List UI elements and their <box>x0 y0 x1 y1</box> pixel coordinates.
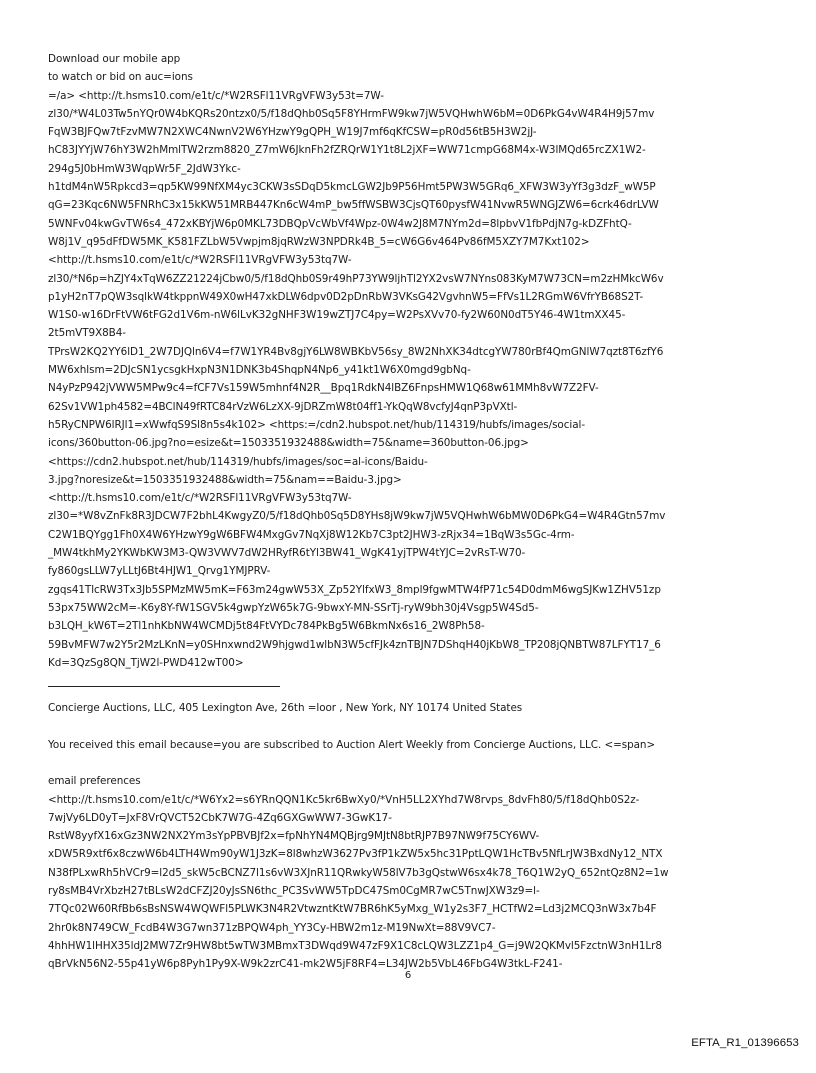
tracking-url-line: zl30=*W8vZnFk8R3JDCW7F2bhL4KwgyZ0/5/f18dQhb0Sq5D8YHs8jW9kw7jW5VQHwhW6bMW0D6PkG4=W4R4Gtn57mv <box>48 510 666 523</box>
tracking-url-line: zgqs41TlcRW3Tx3Jb5SPMzMW5mK=F63m24gwW53X_Zp52YlfxW3_8mpl9fgwMTW4fP71c54D0dmM6wgSJKw1ZHV51zp <box>48 583 661 596</box>
tracking-url-line: <https://cdn2.hubspot.net/hub/114319/hubfs/images/soc=al-icons/Baidu- <box>48 455 428 468</box>
tracking-url-line: 59BvMFW7w2Y5r2MzLKnN=y0SHnxwnd2W9hjgwd1wlbN3W5cfFJk4znTBJN7DShqH40jKbW8_TP208jQNBTW87LFYT17_6 <box>48 638 661 651</box>
tracking-url-line: xDW5R9xtf6x8czwW6b4LTH4Wm90yW1J3zK=8l8whzW3627Pv3fP1kZW5x5hc31PptLQW1HcTBv5NfLrJW3BxdNy12_NTX <box>48 848 663 861</box>
tracking-url-line: 4hhHW1lHHX35ldJ2MW7Zr9HW8bt5wTW3MBmxT3DWqd9W47zF9X1C8cLQW3LZZ1p4_G=j9W2QKMvl5FzctnW3nH1Lr8 <box>48 939 662 952</box>
tracking-url-line: b3LQH_kW6T=2Tl1nhKbNW4WCMDj5t84FtVYDc784PkBg5W6BkmNx6s16_2W8Ph58- <box>48 620 485 633</box>
tracking-url-line: N38fPLxwRh5hVCr9=l2d5_skW5cBCNZ7l1s6vW3XJnR11QRwkyW58lV7b3gQstwW6sx4k78_T6Q1W2yQ_652ntQz8N2=1w <box>48 866 669 879</box>
tracking-url-line: FqW3BJFQw7tFzvMW7N2XWC4NwnV2W6YHzwY9gQPH_W19J7mf6qKfCSW=pR0d56tB5H3W2jJ- <box>48 126 537 139</box>
tracking-url-line: h5RyCNPW6lRJl1=xWwfqS9Sl8n5s4k102> <https:=/cdn2.hubspot.net/hub/114319/hubfs/images/social- <box>48 418 586 431</box>
spacer <box>48 717 774 735</box>
tracking-url-line: Kd=3QzSg8QN_TjW2l-PWD412wT00> <box>48 656 244 669</box>
tracking-url-line: _MW4tkhMy2YKWbKW3M3-QW3VWV7dW2HRyfR6tYl3BW41_WgK41yjTPW4tYJC=2vRsT-W70- <box>48 547 526 560</box>
email-body <box>48 50 774 974</box>
tracking-url-line: W1S0-w16DrFtVW6tFG2d1V6m-nW6lLvK32gNHF3W19wZTJ7C4py=W2PsXVv70-fy2W60N0dT5Y46-4W1tmXX45- <box>48 309 626 322</box>
tracking-url-line: 7TQc02W60RfBb6sBsNSW4WQWFl5PLWK3N4R2VtwzntKtW7BR6hK5yMxg_W1y2s3F7_HCTfW2=Ld3j2MCQ3nW3x7b4F <box>48 903 657 916</box>
tracking-url-line: 3.jpg?noresize&t=1503351932488&width=75&nam==Baidu-3.jpg> <box>48 473 402 486</box>
tracking-url-line: hC83JYYjW76hY3W2hMmlTW2rzm8820_Z7mW6JknFh2fZRQrW1Y1t8L2jXF=WW71cmpG68M4x-W3lMQd65rcZX1W2- <box>48 144 646 157</box>
subscription-notice: You received this email because=you are subscribed to Auction Alert Weekly from Concierge Auctions, LLC. <=span> <box>48 738 656 751</box>
tracking-url-line: <http://t.hsms10.com/e1t/c/*W2RSFl11VRgVFW3y53tq7W- <box>48 254 352 267</box>
tracking-url-line: 294g5J0bHmW3WqpWr5F_2JdW3Ykc- <box>48 162 241 175</box>
divider <box>48 686 280 687</box>
tracking-url-line: 2t5mVT9X8B4- <box>48 327 126 340</box>
page-number: 6 <box>404 970 412 981</box>
tracking-url-line: =/a> <http://t.hsms10.com/e1t/c/*W2RSFl11VRgVFW3y53t=7W- <box>48 89 384 102</box>
text-line: Download our mobile app <box>48 53 181 65</box>
tracking-url-line: fy860gsLLW7yLLtJ6Bt4HJW1_Qrvg1YMJPRV- <box>48 565 271 578</box>
link-block-1 <box>48 50 774 672</box>
tracking-url-line: qBrVkN56N2-55p41yW6p8Pyh1Py9X-W9k2zrC41-mk2W5jF8RF4=L34JW2b5VbL46FbG4W3tkL-F241- <box>48 958 563 971</box>
tracking-url-line: zl30/*W4L03Tw5nYQr0W4bKQRs20ntzx0/5/f18dQhb0Sq5F8YHrmFW9kw7jW5VQHwhW6bM=0D6PkG4vW4R4H9j57mv <box>48 107 655 120</box>
tracking-url-line: <http://t.hsms10.com/e1t/c/*W6Yx2=s6YRnQQN1Kc5kr6BwXy0/*VnH5LL2XYhd7W8rvps_8dvFh80/5/f18dQhb0S2z- <box>48 793 640 806</box>
tracking-url-line: 62Sv1VW1ph4582=4BClN49fRTC84rVzW6LzXX-9jDRZmW8t04ff1-YkQqW8vcfyJ4qnP3pVXtl- <box>48 400 518 413</box>
tracking-url-line: <http://t.hsms10.com/e1t/c/*W2RSFl11VRgVFW3y53tq7W- <box>48 492 352 505</box>
tracking-url-line: zl30/*N6p=hZJY4xTqW6ZZ21224jCbw0/5/f18dQhb0S9r49hP73YW9ljhTl2YX2vsW7NYns083KyM7W73CN=m2zHMkcW6v <box>48 272 664 285</box>
tracking-url-line: qG=23Kqc6NW5FNRhC3x15kKW51MRB447Kn6cW4mP_bw5ffWSBW3CjsQT60pysfW41NvwR5WNGJZW6=6crk46drLVW <box>48 199 659 212</box>
email-preferences-heading: email preferences <box>48 775 141 788</box>
tracking-url-line: p1yH2nT7pQW3sqlkW4tkppnW49X0wH47xkDLW6dpv0D2pDnRbW3VKsG42VgvhnW5=FfVs1L2RGmW6VfrYB68S2T- <box>48 290 644 303</box>
tracking-url-line: 53px75WW2cM=-K6y8Y-fW1SGV5k4gwpYzW65k7G-9bwxY-MN-SSrTj-ryW9bh30j4Vsgp5W4Sd5- <box>48 601 539 614</box>
link-block-2 <box>48 791 774 974</box>
tracking-url-line: 2hr0k8N749CW_FcdB4W3G7wn371zBPQW4ph_YY3Cy-HBW2m1z-M19NwXt=88V9VC7- <box>48 921 496 934</box>
tracking-url-line: ry8sMB4VrXbzH27tBLsW2dCFZJ20yJsSN6thc_PC3SvWW5TpDC47Sm0CgMR7wC5TnwJXW3z9=l- <box>48 885 540 898</box>
tracking-url-line: N4yPzP942jVWW5MPw9c4=fCF7Vs159W5mhnf4N2R__Bpq1RdkN4lBZ6FnpsHMW1Q68w61MMh8vW7Z2FV- <box>48 382 599 395</box>
tracking-url-line: TPrsW2KQ2YY6lD1_2W7DJQln6V4=f7W1YR4Bv8gjY6LW8WBKbV56sy_8W2NhXK34dtcgYW780rBf4QmGNlW7qzt8T6zfY6 <box>48 345 664 358</box>
tracking-url-line: C2W1BQYgg1Fh0X4W6YHzwY9gW6BFW4MxgGv7NqXj8W12Kb7C3pt2JHW3-zRjx34=1BqW3s5Gc-4rm- <box>48 528 575 541</box>
tracking-url-line: 5WNFv04kwGvTW6s4_472xKBYjW6p0MKL73DBQpVcWbVf4Wpz-0W4w2J8M7NYm2d=8lpbvV1fbPdjN7g-kDZFhtQ- <box>48 217 632 230</box>
company-address: Concierge Auctions, LLC, 405 Lexington Ave, 26th =loor , New York, NY 10174 United States <box>48 702 523 715</box>
tracking-url-line: h1tdM4nW5Rpkcd3=qp5KW99NfXM4yc3CKW3sSDqD5kmcLGW2Jb9P56Hmt5PW3W5GRq6_XFW3W3yYf3g3dzF_wW5P <box>48 181 656 194</box>
tracking-url-line: icons/360button-06.jpg?no=esize&t=1503351932488&width=75&name=360button-06.jpg> <box>48 437 529 450</box>
tracking-url-line: W8j1V_q95dFfDW5MK_K581FZLbW5Vwpjm8jqRWzW3NPDRk4B_5=cW6G6v464Pv86fM5XZY7M7Kxt102> <box>48 235 590 248</box>
text-line: to watch or bid on auc=ions <box>48 71 193 84</box>
tracking-url-line: RstW8yyfX16xGz3NW2NX2Ym3sYpPBVBJf2x=fpNhYN4MQBjrg9MJtN8btRJP7B97NW9f75CY6WV- <box>48 830 540 843</box>
spacer <box>48 754 774 772</box>
bates-number: EFTA_R1_01396653 <box>691 1037 799 1049</box>
tracking-url-line: 7wjVy6LD0yT=JxF8VrQVCT52CbK7W7G-4Zq6GXGwWW7-3GwK17- <box>48 811 392 824</box>
tracking-url-line: MW6xhlsm=2DJcSN1ycsgkHxpN3N1DNK3b4ShqpN4Np6_y41kt1W6X0mgd9gbNq- <box>48 364 471 377</box>
